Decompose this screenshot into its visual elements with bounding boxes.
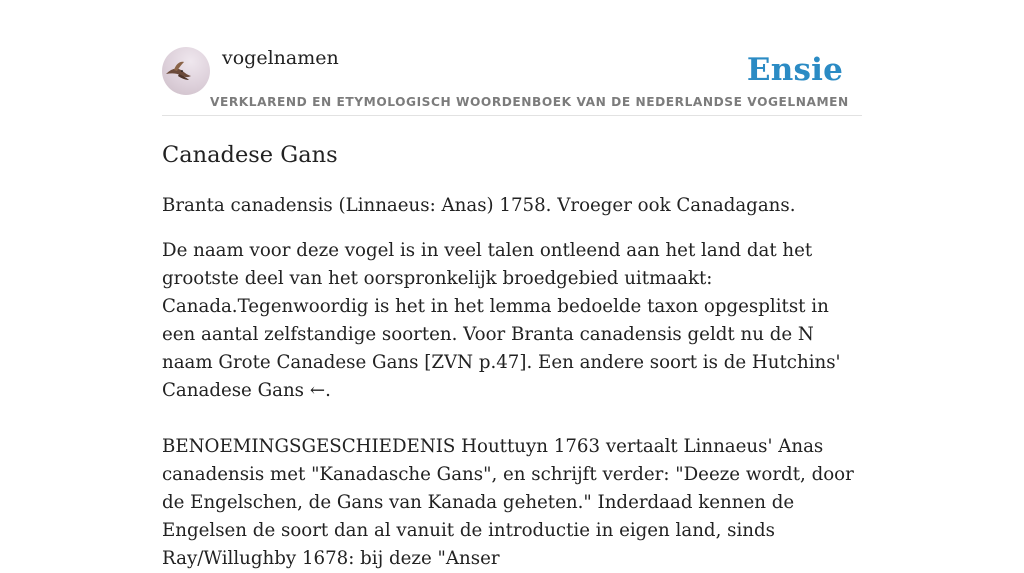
site-tagline: VERKLAREND EN ETYMOLOGISCH WOORDENBOEK VAN DE NEDERLANDSE VOGELNAMEN xyxy=(210,95,849,109)
bird-avatar-icon xyxy=(162,47,210,95)
history-paragraph: BENOEMINGSGESCHIEDENIS Houttuyn 1763 vertaalt Linnaeus' Anas canadensis met "Kanadasche Gans", en schrijft verder: "Deeze wordt, door de Engelschen, de Gans van Kanada geheten." Inderdaad kennen de Engelsen de soort dan al vanuit de introductie in eigen land, sinds Ray/Willughby 1678: bij deze "Anser xyxy=(162,436,854,569)
scientific-name-line: Branta canadensis (Linnaeus: Anas) 1758. Vroeger ook Canadagans. xyxy=(162,195,796,216)
site-name[interactable]: vogelnamen xyxy=(222,47,339,69)
article-paragraph xyxy=(162,237,864,405)
paragraph-end: . xyxy=(325,380,331,401)
site-header xyxy=(162,40,862,116)
ensie-logo[interactable]: Ensie xyxy=(746,52,843,88)
paragraph-text: De naam voor deze vogel is in veel talen ontleend aan het land dat het grootste deel van het oorspronkelijk broedgebied uitmaakt: Canada.Tegenwoordig is het in het lemma bedoelde taxon opgesplitst in een aantal zelfstandige soorten. Voor Branta canadensis geldt nu de N naam Grote Canadese Gans [ZVN p.47]. Een andere soort is de Hutchins' Canadese Gans xyxy=(162,240,841,401)
article xyxy=(162,140,864,573)
page-title: Canadese Gans xyxy=(162,142,338,168)
cross-reference-arrow-link[interactable]: ← xyxy=(309,380,326,401)
avatar[interactable] xyxy=(162,47,210,95)
header-divider xyxy=(162,115,862,116)
